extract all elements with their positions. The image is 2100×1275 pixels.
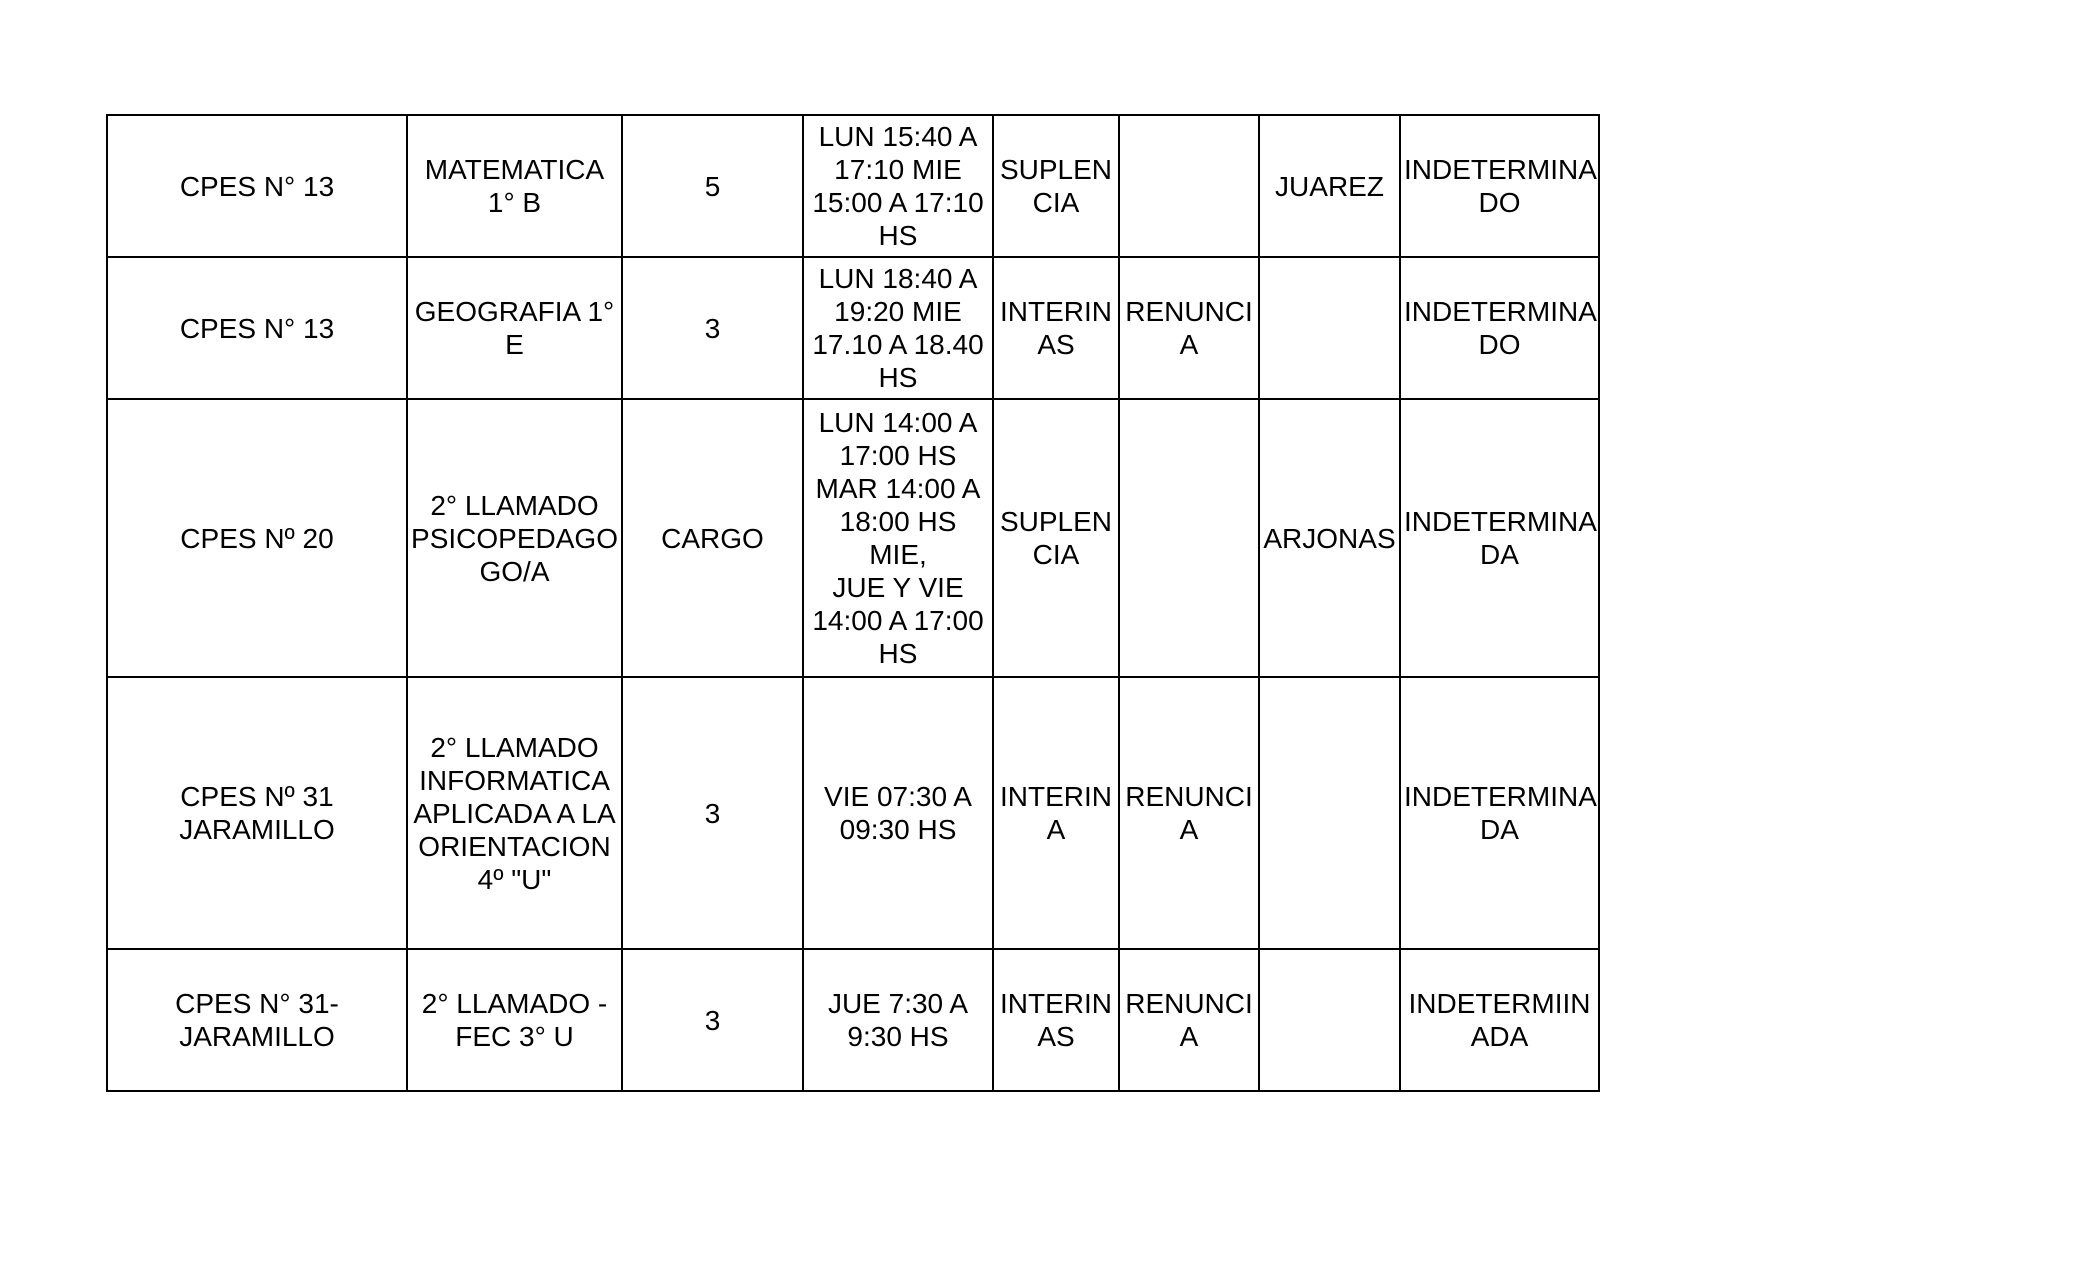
schedule-cell: VIE 07:30 A 09:30 HS xyxy=(803,677,993,949)
table-row xyxy=(107,257,1599,399)
teacher-cell: ARJONAS xyxy=(1259,399,1400,677)
table-row xyxy=(107,115,1599,257)
teacher-cell xyxy=(1259,949,1400,1091)
school-cell: CPES Nº 31 JARAMILLO xyxy=(107,677,407,949)
table-row xyxy=(107,677,1599,949)
duration-cell: INDETERMINA DA xyxy=(1400,399,1599,677)
type-cell: INTERIN A xyxy=(993,677,1119,949)
teacher-cell xyxy=(1259,677,1400,949)
subject-cell: GEOGRAFIA 1° E xyxy=(407,257,622,399)
schedule-cell: LUN 14:00 A 17:00 HS MAR 14:00 A 18:00 HS MIE, JUE Y VIE 14:00 A 17:00 HS xyxy=(803,399,993,677)
type-cell: SUPLEN CIA xyxy=(993,115,1119,257)
reason-cell: RENUNCI A xyxy=(1119,949,1259,1091)
reason-cell xyxy=(1119,399,1259,677)
hours-cell: 5 xyxy=(622,115,803,257)
schedule-cell: JUE 7:30 A 9:30 HS xyxy=(803,949,993,1091)
teacher-cell: JUAREZ xyxy=(1259,115,1400,257)
hours-cell: 3 xyxy=(622,257,803,399)
school-cell: CPES Nº 20 xyxy=(107,399,407,677)
table-row xyxy=(107,949,1599,1091)
table-row xyxy=(107,399,1599,677)
school-cell: CPES N° 13 xyxy=(107,257,407,399)
type-cell: INTERIN AS xyxy=(993,257,1119,399)
schedule-cell: LUN 18:40 A 19:20 MIE 17.10 A 18.40 HS xyxy=(803,257,993,399)
subject-cell: 2° LLAMADO - FEC 3° U xyxy=(407,949,622,1091)
reason-cell xyxy=(1119,115,1259,257)
teacher-cell xyxy=(1259,257,1400,399)
type-cell: SUPLEN CIA xyxy=(993,399,1119,677)
subject-cell: 2° LLAMADO INFORMATICA APLICADA A LA ORIENTACION 4º "U" xyxy=(407,677,622,949)
subject-cell: MATEMATICA 1° B xyxy=(407,115,622,257)
subject-cell: 2° LLAMADO PSICOPEDAGO GO/A xyxy=(407,399,622,677)
type-cell: INTERIN AS xyxy=(993,949,1119,1091)
reason-cell: RENUNCI A xyxy=(1119,677,1259,949)
school-cell: CPES N° 31- JARAMILLO xyxy=(107,949,407,1091)
schedule-cell: LUN 15:40 A 17:10 MIE 15:00 A 17:10 HS xyxy=(803,115,993,257)
reason-cell: RENUNCI A xyxy=(1119,257,1259,399)
duration-cell: INDETERMIIN ADA xyxy=(1400,949,1599,1091)
hours-cell: 3 xyxy=(622,949,803,1091)
hours-cell: 3 xyxy=(622,677,803,949)
duration-cell: INDETERMINA DO xyxy=(1400,257,1599,399)
hours-cell: CARGO xyxy=(622,399,803,677)
school-cell: CPES N° 13 xyxy=(107,115,407,257)
duration-cell: INDETERMINA DO xyxy=(1400,115,1599,257)
vacancy-table xyxy=(106,114,1600,1092)
duration-cell: INDETERMINA DA xyxy=(1400,677,1599,949)
